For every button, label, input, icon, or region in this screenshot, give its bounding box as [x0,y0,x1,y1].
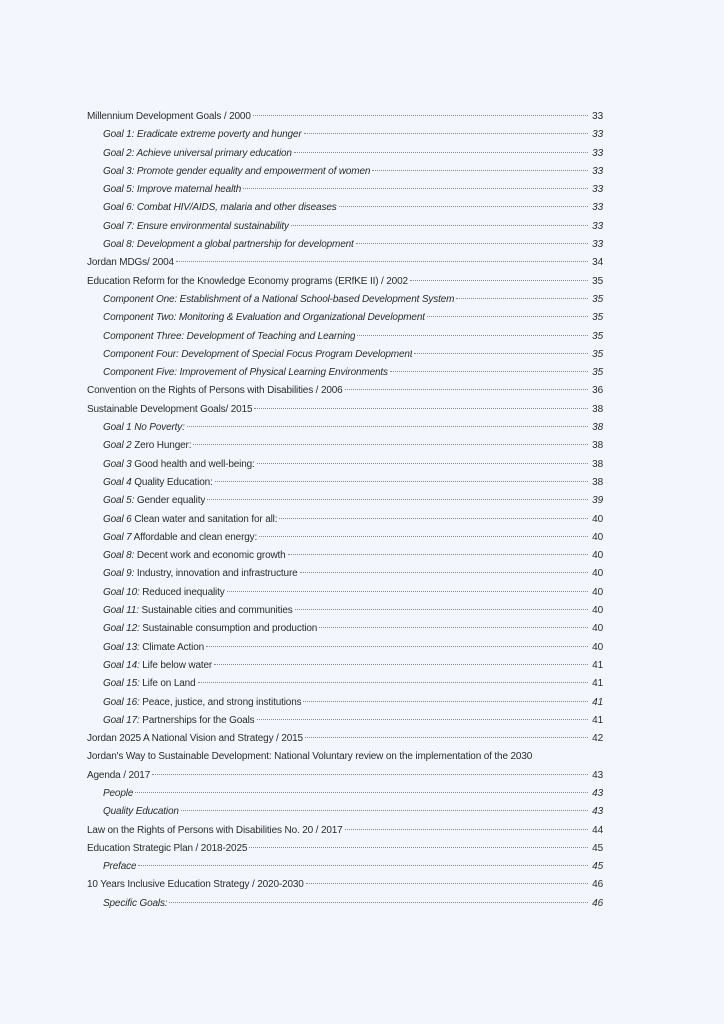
toc-entry-title [87,876,304,894]
page-number: 45 [592,861,603,873]
page-number: 42 [592,733,603,745]
dot-leader [135,792,588,793]
dot-leader [257,463,588,464]
toc-subentry[interactable] [87,602,603,620]
toc-title-text: Goal 1 No Poverty: [103,422,185,434]
dot-leader [254,408,588,409]
toc-entry-title [87,401,252,419]
toc-subentry[interactable] [87,437,603,455]
toc-entry-title [103,126,302,144]
toc-subentry[interactable] [87,346,603,364]
page-number: 35 [592,330,603,342]
dot-leader [181,810,588,811]
dot-leader [345,829,588,830]
toc-goal-title: Sustainable cities and communities [138,605,293,617]
toc-entry-title [103,346,412,364]
dot-leader [410,280,588,281]
table-of-contents [87,108,603,913]
page-number: 41 [592,678,603,690]
toc-subentry[interactable] [87,236,603,254]
toc-entry-title [103,785,133,803]
toc-subentry[interactable] [87,163,603,181]
page-number: 40 [592,531,603,543]
toc-entry-title [103,218,289,236]
dot-leader [291,225,588,226]
page-number: 41 [592,714,603,726]
page-number: 46 [592,879,603,891]
toc-entry-title [103,145,292,163]
toc-entry-title [103,639,204,657]
toc-title-text: Convention on the Rights of Persons with Disabilities / 2006 [87,385,343,397]
page-number: 39 [592,495,603,507]
page-number: 40 [592,513,603,525]
toc-subentry[interactable] [87,456,603,474]
dot-leader [243,188,588,189]
page-number: 33 [592,220,603,232]
toc-goal-title: Life on Land [139,678,196,690]
dot-leader [206,646,588,647]
toc-subentry[interactable] [87,126,603,144]
dot-leader [357,335,588,336]
toc-goal-number: Goal 6 [103,513,132,525]
toc-title-text: Goal 6: Combat HIV/AIDS, malaria and other diseases [103,202,337,214]
toc-goal-title: Peace, justice, and strong institutions [139,696,302,708]
page-number: 40 [592,568,603,580]
dot-leader [187,426,588,427]
toc-entry-title [103,437,191,455]
toc-goal-number: Goal 17: [103,714,140,726]
toc-subentry[interactable] [87,511,603,529]
toc-goal-title: Industry, innovation and infrastructure [134,568,298,580]
toc-subentry[interactable] [87,584,603,602]
toc-subentry[interactable] [87,309,603,327]
toc-entry[interactable] [87,876,603,894]
toc-entry-title [103,309,425,327]
toc-subentry[interactable] [87,895,603,913]
toc-goal-title: Gender equality [134,495,206,507]
toc-entry-title [103,895,167,913]
dot-leader [279,518,588,519]
dot-leader [193,444,588,445]
toc-subentry[interactable] [87,547,603,565]
toc-entry-title [103,602,293,620]
toc-entry-title [103,803,179,821]
toc-entry[interactable] [87,254,603,272]
toc-subentry[interactable] [87,639,603,657]
toc-entry-title [103,858,136,876]
dot-leader [259,536,588,537]
dot-leader [198,682,589,683]
page-number: 34 [592,257,603,269]
toc-subentry[interactable] [87,657,603,675]
page-number: 38 [592,422,603,434]
toc-goal-number: Goal 4 [103,476,132,488]
toc-title-text: Goal 1: Eradicate extreme poverty and hunger [103,129,302,141]
toc-entry-title [87,730,303,748]
toc-goal-number: Goal 10: [103,586,140,598]
toc-entry-title [103,547,286,565]
page-number: 45 [592,842,603,854]
page-number: 38 [592,476,603,488]
toc-entry[interactable] [87,840,603,858]
page-number: 38 [592,440,603,452]
dot-leader [288,554,588,555]
toc-entry-title [103,456,255,474]
dot-leader [306,883,588,884]
toc-entry-title [103,529,257,547]
toc-title-text: 10 Years Inclusive Education Strategy / 2020-2030 [87,879,304,891]
dot-leader [249,847,588,848]
toc-entry-title [103,492,205,510]
page-number: 33 [592,111,603,122]
page-number: 38 [592,403,603,415]
toc-entry-title [103,712,255,730]
page-number: 35 [592,275,603,287]
toc-goal-title: Life below water [139,659,213,671]
toc-subentry[interactable] [87,858,603,876]
toc-entry-title [103,364,388,382]
page-number: 40 [592,605,603,617]
page-number: 40 [592,550,603,562]
toc-subentry[interactable] [87,620,603,638]
dot-leader [304,133,588,134]
toc-entry-title [103,657,212,675]
toc-title-text: Sustainable Development Goals/ 2015 [87,403,253,415]
toc-title-text: Component Five: Improvement of Physical Learning Environments [103,367,388,379]
page-number: 33 [592,202,603,214]
page-number: 43 [592,769,603,781]
dot-leader [207,499,588,500]
toc-subentry[interactable] [87,364,603,382]
toc-title-text: Education Reform for the Knowledge Economy programs (ERfKE II) / 2002 [87,275,408,287]
page-number: 35 [592,348,603,360]
toc-entry-title [103,565,298,583]
toc-subentry[interactable] [87,712,603,730]
toc-title-text: Specific Goals: [103,897,168,909]
toc-goal-title: Reduced inequality [139,586,225,598]
toc-goal-title: Affordable and clean energy: [131,531,258,543]
toc-goal-title: Good health and well-being: [131,458,255,470]
dot-leader [414,353,588,354]
dot-leader [138,865,588,866]
page-number: 33 [592,129,603,141]
page-number: 43 [592,806,603,818]
toc-goal-number: Goal 11: [103,605,139,617]
page-number: 40 [592,623,603,635]
toc-entry[interactable] [87,767,603,785]
page-number: 35 [592,367,603,379]
page-number: 46 [592,897,603,909]
page-number: 41 [592,659,603,671]
toc-entry-title-line[interactable]: Jordan's Way to Sustainable Development: National Voluntary review on the implementation of the 2030 [87,751,533,763]
dot-leader [339,206,588,207]
toc-goal-number: Goal 12: [103,623,140,635]
toc-goal-title: Zero Hunger: [131,440,192,452]
page-number: 38 [592,458,603,470]
toc-goal-title: Partnerships for the Goals [139,714,255,726]
toc-entry-title [103,419,185,437]
toc-goal-number: Goal 5: [103,495,135,507]
toc-entry-title [103,181,241,199]
dot-leader [456,298,588,299]
dot-leader [176,261,588,262]
toc-subentry[interactable] [87,199,603,217]
toc-goal-number: Goal 7 [103,531,132,543]
toc-title-text: Component One: Establishment of a National School-based Development System [103,293,455,305]
toc-entry-title [87,273,408,291]
toc-title-text: Law on the Rights of Persons with Disabilities No. 20 / 2017 [87,824,343,836]
toc-entry[interactable] [87,730,603,748]
page-number: 41 [592,696,603,708]
dot-leader [390,371,588,372]
toc-entry-title [103,291,454,309]
page-number: 43 [592,787,603,799]
page-number: 44 [592,824,603,836]
dot-leader [300,572,588,573]
toc-title-text: Education Strategic Plan / 2018-2025 [87,842,248,854]
toc-entry[interactable] [87,382,603,400]
dot-leader [356,243,588,244]
toc-goal-title: Quality Education: [131,476,213,488]
dot-leader [215,481,588,482]
dot-leader [294,152,588,153]
dot-leader [253,115,588,116]
dot-leader [319,627,588,628]
toc-subentry[interactable] [87,694,603,712]
toc-title-text: Goal 5: Improve maternal health [103,184,242,196]
toc-entry-title [87,254,174,272]
dot-leader [303,701,588,702]
toc-entry[interactable] [87,273,603,291]
toc-entry-title [87,840,247,858]
toc-title-text: Component Three: Development of Teaching and Learning [103,330,356,342]
toc-entry-title [103,584,225,602]
dot-leader [372,170,588,171]
toc-title-text: Goal 3: Promote gender equality and empowerment of women [103,165,371,177]
toc-goal-number: Goal 3 [103,458,132,470]
toc-title-text: Goal 8: Development a global partnership for development [103,239,354,251]
toc-goal-number: Goal 8: [103,550,135,562]
toc-entry-title [103,236,354,254]
page-number: 35 [592,293,603,305]
toc-title-text: Goal 2: Achieve universal primary education [103,147,292,159]
toc-subentry[interactable] [87,328,603,346]
page-number: 40 [592,586,603,598]
toc-subentry[interactable] [87,291,603,309]
toc-title-text: Goal 7: Ensure environmental sustainability [103,220,289,232]
toc-entry-title [87,108,251,126]
dot-leader [169,902,588,903]
toc-title-text: Millennium Development Goals / 2000 [87,111,251,122]
toc-subentry[interactable] [87,675,603,693]
dot-leader [227,591,588,592]
toc-subentry[interactable] [87,218,603,236]
toc-title-text: Component Two: Monitoring & Evaluation and Organizational Development [103,312,425,324]
toc-subentry[interactable] [87,474,603,492]
toc-goal-number: Goal 2 [103,440,132,452]
toc-entry[interactable] [87,401,603,419]
dot-leader [345,389,588,390]
toc-subentry[interactable] [87,181,603,199]
toc-goal-title: Decent work and economic growth [134,550,286,562]
toc-goal-number: Goal 14: [103,659,140,671]
page-number: 33 [592,239,603,251]
toc-subentry[interactable] [87,145,603,163]
toc-subentry[interactable] [87,529,603,547]
page-number: 40 [592,641,603,653]
toc-title-text: Jordan MDGs/ 2004 [87,257,174,269]
toc-entry-title [103,163,370,181]
toc-title-text: Preface [103,861,137,873]
toc-goal-number: Goal 13: [103,641,140,653]
toc-goal-title: Climate Action [139,641,205,653]
toc-entry-title [103,328,355,346]
toc-goal-number: Goal 15: [103,678,140,690]
toc-subentry[interactable] [87,492,603,510]
dot-leader [257,719,588,720]
toc-entry-title [103,620,317,638]
toc-entry-title [103,474,213,492]
toc-goal-title: Clean water and sanitation for all: [131,513,278,525]
toc-subentry[interactable] [87,419,603,437]
toc-entry-title [87,382,343,400]
page-number: 36 [592,385,603,397]
toc-entry-title [103,199,337,217]
toc-title-text: Jordan 2025 A National Vision and Strategy / 2015 [87,733,303,745]
toc-entry-title [103,511,277,529]
toc-goal-title: Sustainable consumption and production [139,623,318,635]
toc-subentry[interactable] [87,785,603,803]
toc-subentry[interactable] [87,565,603,583]
dot-leader [427,316,588,317]
page-number: 33 [592,165,603,177]
toc-goal-number: Goal 9: [103,568,135,580]
toc-title-text: Agenda / 2017 [87,769,151,781]
toc-entry-title [87,822,343,840]
toc-entry[interactable] [87,822,603,840]
toc-title-text: People [103,787,134,799]
toc-title-text: Quality Education [103,806,179,818]
page-number: 33 [592,184,603,196]
toc-subentry[interactable] [87,803,603,821]
page-number: 33 [592,147,603,159]
dot-leader [305,737,588,738]
toc-entry-title [103,675,196,693]
dot-leader [152,774,588,775]
toc-entry-title [87,767,150,785]
toc-title-text: Component Four: Development of Special Focus Program Development [103,348,413,360]
toc-entry[interactable] [87,108,603,126]
dot-leader [295,609,588,610]
toc-goal-number: Goal 16: [103,696,140,708]
dot-leader [214,664,588,665]
page-number: 35 [592,312,603,324]
toc-entry-title [103,694,301,712]
